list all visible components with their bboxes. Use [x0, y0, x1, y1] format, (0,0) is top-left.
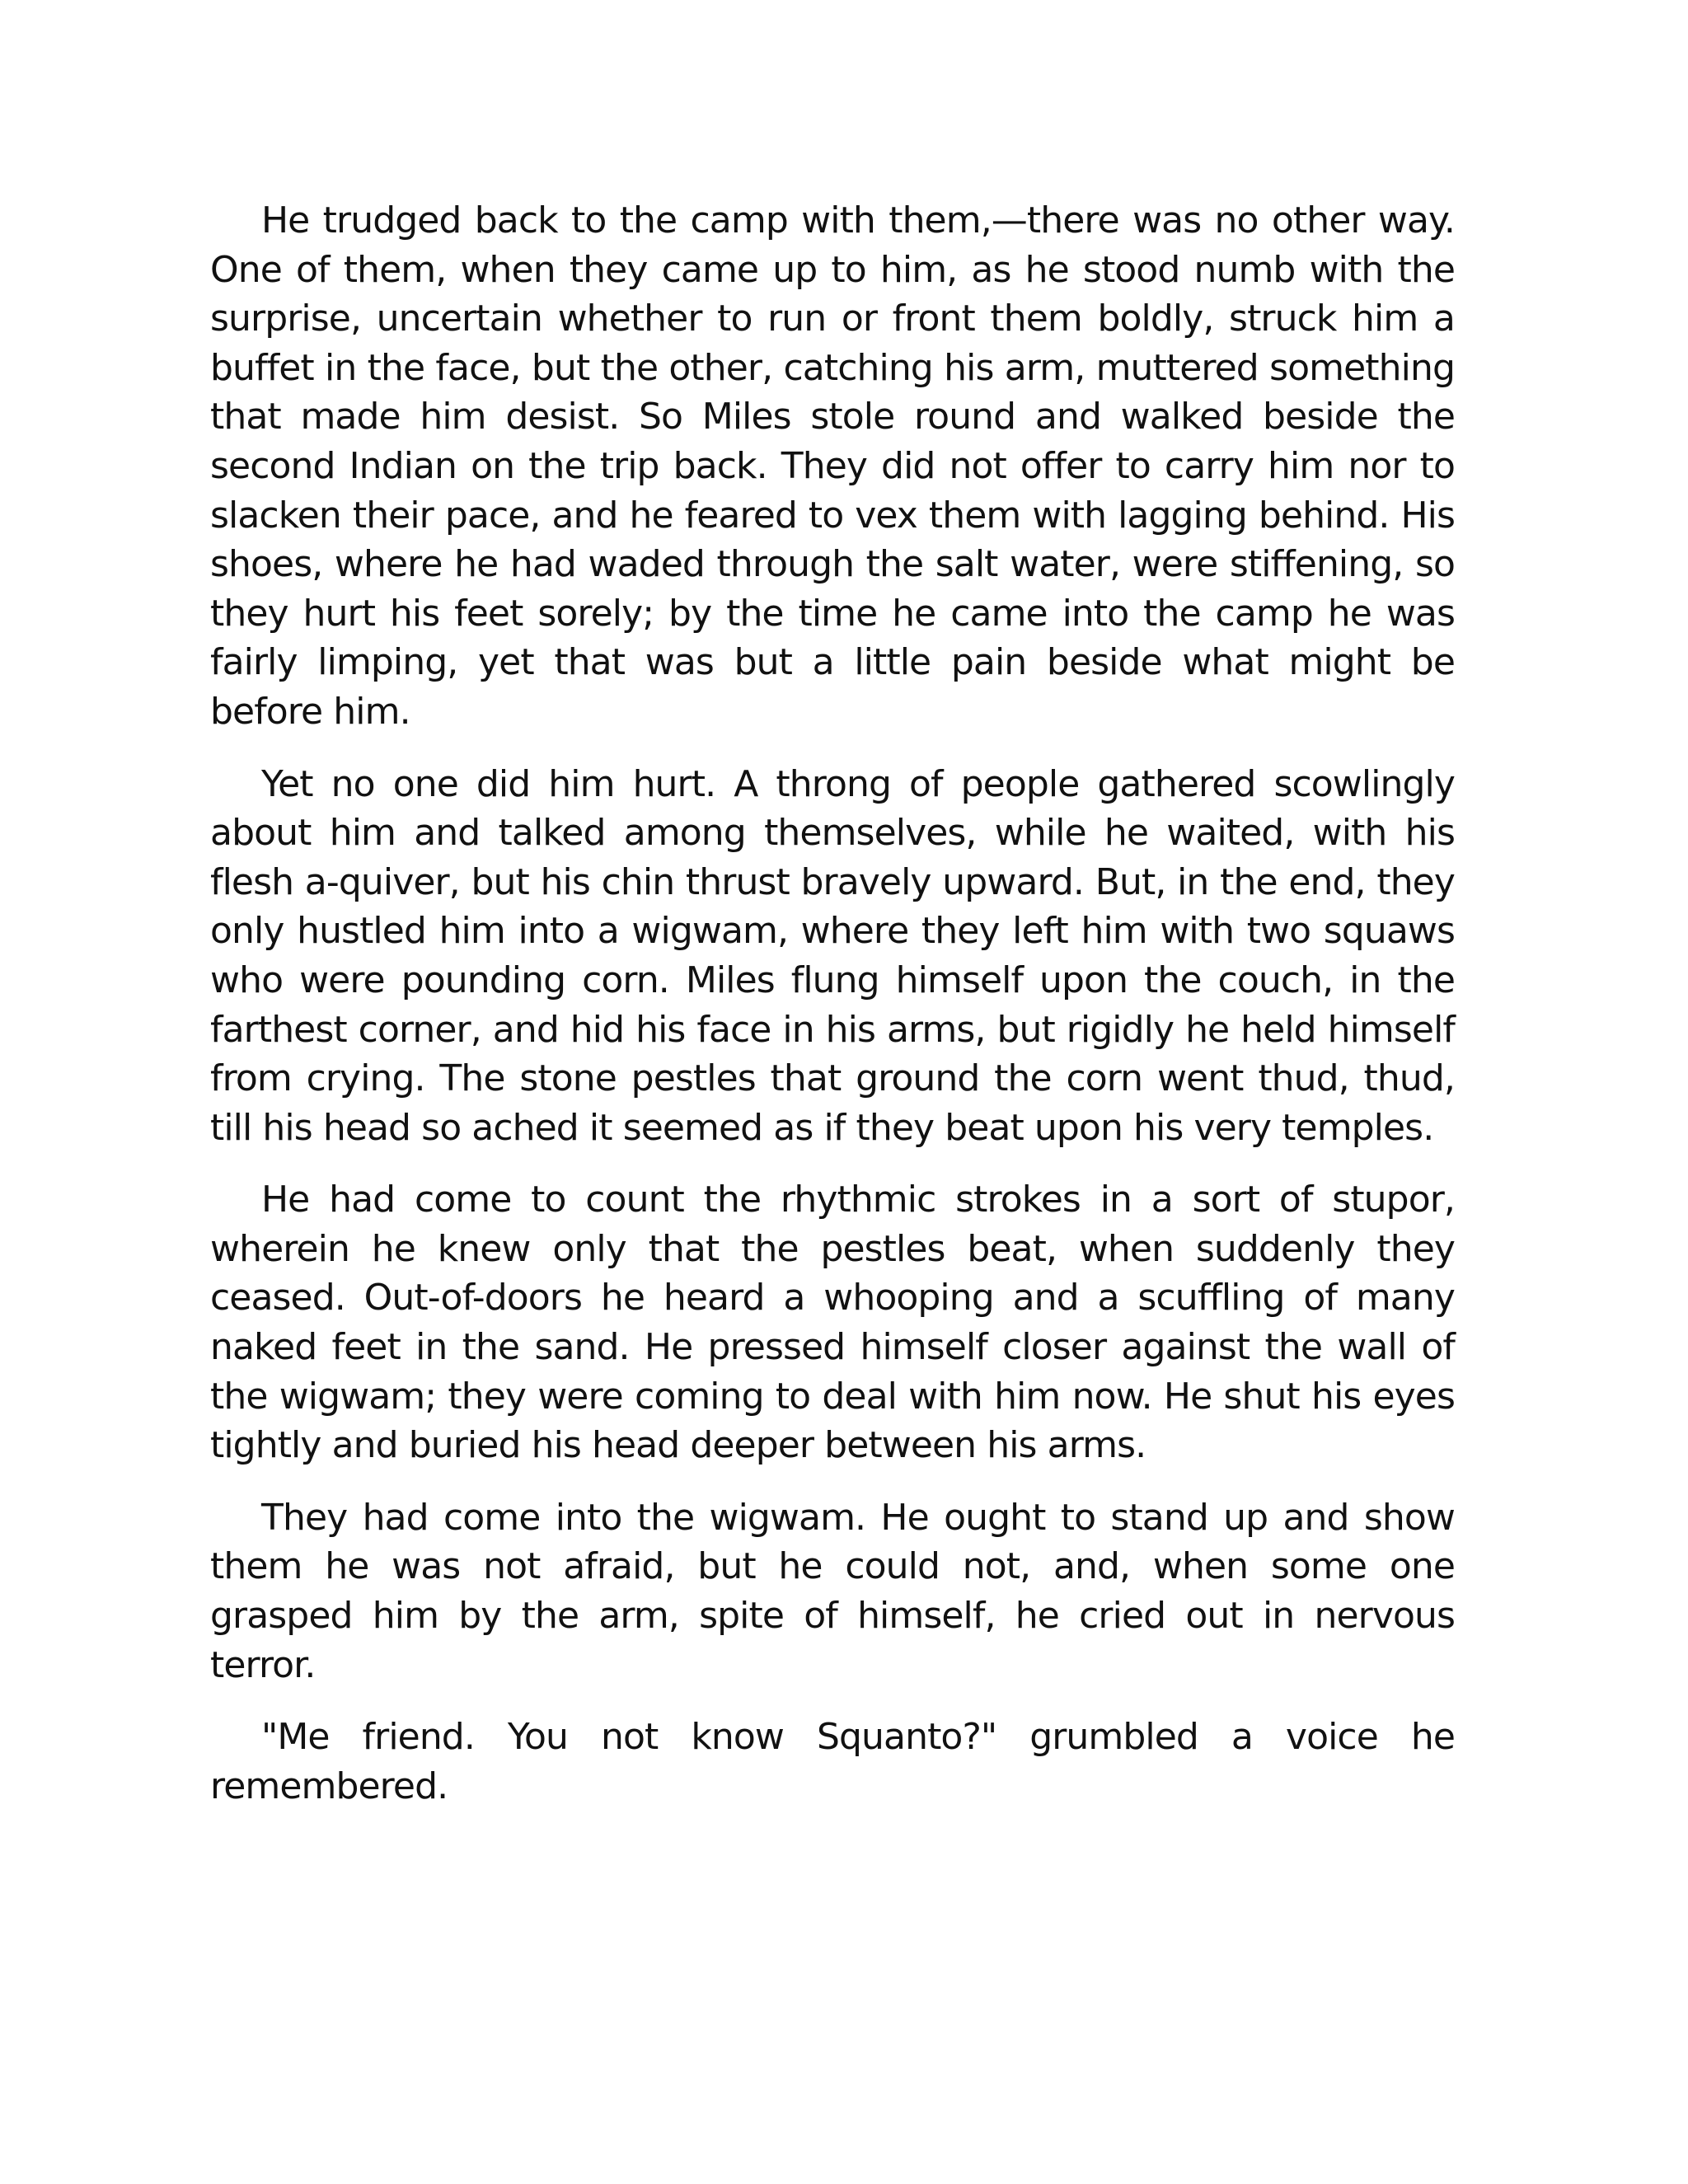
- paragraph-4: They had come into the wigwam. He ought to stand up and show them he was not afraid, but he could not, and, when some one grasped him by the arm, spite of himself, he cried out in nervous terror.: [210, 1496, 1455, 1686]
- paragraph-5: "Me friend. You not know Squanto?" grumbled a voice he remembered.: [210, 1716, 1455, 1807]
- page-body: [210, 196, 1455, 1834]
- paragraph-2: Yet no one did him hurt. A throng of people gathered scowlingly about him and talked among themselves, while he waited, with his flesh a-quiver, but his chin thrust bravely upward. But, in the end, they only hustled him into a wigwam, where they left him with two squaws who were pounding corn. Miles flung himself upon the couch, in the farthest corner, and hid his face in his arms, but rigidly he held himself from crying. The stone pestles that ground the corn went thud, thud, till his head so ached it seemed as if they beat upon his very temples.: [210, 762, 1455, 1149]
- paragraph-1: He trudged back to the camp with them,—there was no other way. One of them, when they came up to him, as he stood numb with the surprise, uncertain whether to run or front them boldly, struck him a buffet in the face, but the other, catching his arm, muttered something that made him desist. So Miles stole round and walked beside the second Indian on the trip back. They did not offer to carry him nor to slacken their pace, and he feared to vex them with lagging behind. His shoes, where he had waded through the salt water, were stiffening, so they hurt his feet sorely; by the time he came into the camp he was fairly limping, yet that was but a little pain beside what might be before him.: [210, 199, 1455, 733]
- paragraph-3: He had come to count the rhythmic strokes in a sort of stupor, wherein he knew only that the pestles beat, when suddenly they ceased. Out-of-doors he heard a whooping and a scuffling of many naked feet in the sand. He pressed himself closer against the wall of the wigwam; they were coming to deal with him now. He shut his eyes tightly and buried his head deeper between his arms.: [210, 1179, 1455, 1467]
